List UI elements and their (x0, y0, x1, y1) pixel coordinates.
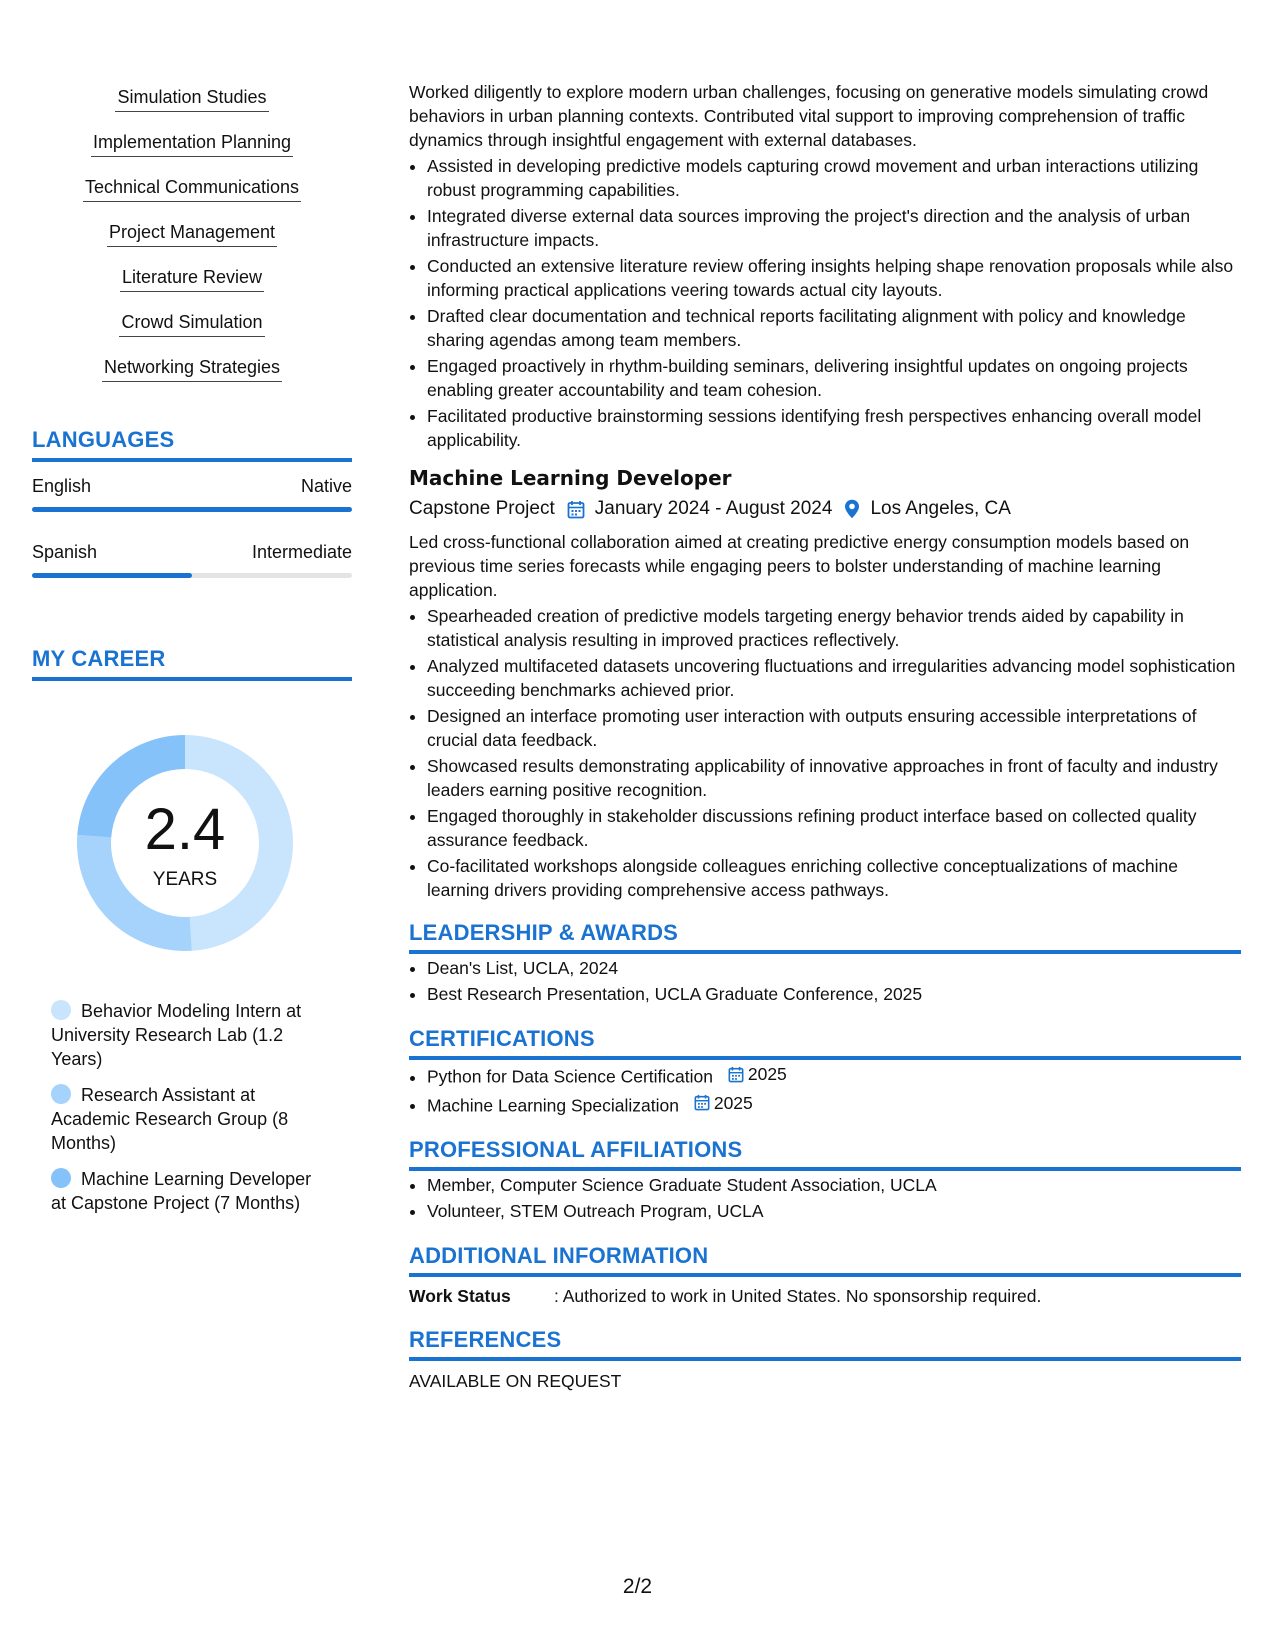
language-level: Intermediate (251, 542, 352, 562)
leadership-item: • Best Research Presentation, UCLA Graduate Conference, 2025 (427, 982, 1241, 1006)
job-dates: January 2024 - August 2024 (594, 498, 833, 519)
certification-name: Machine Learning Specialization (427, 1095, 679, 1115)
skill-item (32, 127, 352, 172)
skill-label: Technical Communications (83, 172, 301, 202)
career-section (32, 646, 352, 1215)
legend-dot (51, 1168, 71, 1188)
career-total-unit: YEARS (152, 869, 218, 890)
legend-label: Behavior Modeling Intern at University Research Lab (1.2 Years) (51, 1001, 302, 1069)
language-bar (32, 507, 352, 512)
certification-item (427, 1091, 1241, 1118)
references-section (409, 1327, 1241, 1392)
job-bullet: • Analyzed multifaceted datasets uncovering fluctuations and irregularities advancing model sophistication succeeding benchmarks achieved prior. (427, 654, 1241, 702)
leadership-list (409, 956, 1241, 1006)
left-column (32, 82, 352, 1227)
skill-item (32, 262, 352, 307)
skill-item (32, 307, 352, 352)
language-item (32, 476, 352, 512)
right-column (409, 80, 1241, 1392)
legend-item (51, 1083, 326, 1155)
job-bullet: • Drafted clear documentation and technical reports facilitating alignment with policy and knowledge sharing agendas among team members. (427, 304, 1241, 352)
certifications-heading: CERTIFICATIONS (409, 1026, 1241, 1060)
job-bullet: • Engaged proactively in rhythm-building seminars, delivering insightful updates on ongoing projects enabling greater accountability and team cohesion. (427, 354, 1241, 402)
certification-year-wrap (694, 1091, 753, 1115)
affiliation-item: • Volunteer, STEM Outreach Program, UCLA (427, 1199, 1241, 1223)
skill-item (32, 172, 352, 217)
skill-item (32, 352, 352, 397)
job-summary: Led cross-functional collaboration aimed at creating predictive energy consumption models based on previous time series forecasts while engaging peers to bolster understanding of machine learning application. (409, 532, 1190, 600)
leadership-section (409, 920, 1241, 1006)
job-bullets (409, 154, 1241, 452)
legend-label: Machine Learning Developer at Capstone Project (7 Months) (51, 1169, 312, 1213)
job-bullet: • Integrated diverse external data sources improving the project's direction and the analysis of urban infrastructure impacts. (427, 204, 1241, 252)
certification-name: Python for Data Science Certification (427, 1066, 713, 1087)
job-summary: Worked diligently to explore modern urban challenges, focusing on generative models simulating crowd behaviors in urban planning contexts. Contributed vital support to improving comprehension of traffic dynamics through insightful engagement with external databases. (409, 82, 1209, 150)
legend-dot (51, 1000, 71, 1020)
job-bullet: • Co-facilitated workshops alongside colleagues enriching collective conceptualizations of machine learning drivers providing comprehensive access pathways. (427, 854, 1241, 902)
job-bullet: • Spearheaded creation of predictive models targeting energy behavior trends aided by capability in statistical analysis resulting in improved practices reflectively. (427, 604, 1241, 652)
leadership-item: • Dean's List, UCLA, 2024 (427, 956, 1241, 980)
language-bar (32, 573, 352, 578)
career-legend (32, 999, 326, 1215)
location-pin-icon (844, 499, 860, 519)
affiliations-section (409, 1137, 1241, 1223)
job-bullet: • Assisted in developing predictive models capturing crowd movement and urban interactions utilizing robust programming capabilities. (427, 154, 1241, 202)
certification-year: 2025 (713, 1092, 753, 1113)
donut-center (65, 723, 305, 963)
career-total-value: 2.4 (144, 797, 226, 862)
career-donut-chart (65, 723, 305, 963)
language-level: Native (300, 476, 352, 496)
languages-section (32, 427, 352, 578)
certifications-section (409, 1026, 1241, 1117)
calendar-icon (694, 1094, 710, 1111)
work-status-row (409, 1286, 1241, 1307)
certification-item (427, 1062, 1241, 1089)
additional-section (409, 1243, 1241, 1307)
legend-item (51, 999, 326, 1071)
languages-heading: LANGUAGES (32, 427, 352, 462)
language-bar-fill (32, 573, 192, 578)
career-heading: MY CAREER (32, 646, 352, 681)
certification-year: 2025 (747, 1064, 787, 1084)
legend-item (51, 1167, 326, 1215)
calendar-icon (728, 1066, 744, 1083)
references-text: AVAILABLE ON REQUEST (409, 1371, 622, 1391)
job-bullet: • Showcased results demonstrating applicability of innovative approaches in front of faculty and industry leaders earning positive recognition. (427, 754, 1241, 802)
job-bullet: • Engaged thoroughly in stakeholder discussions refining product interface based on collected quality assurance feedback. (427, 804, 1241, 852)
certifications-list (409, 1062, 1241, 1117)
job-bullet: • Conducted an extensive literature review offering insights helping shape renovation proposals while also informing practical applications veering towards actual city layouts. (427, 254, 1241, 302)
job-bullet: • Facilitated productive brainstorming sessions identifying fresh perspectives enhancing overall model applicability. (427, 404, 1241, 452)
skill-label: Networking Strategies (102, 352, 282, 382)
affiliations-heading: PROFESSIONAL AFFILIATIONS (409, 1137, 1241, 1171)
job-title: Machine Learning Developer (409, 466, 732, 490)
certification-year-wrap (728, 1062, 787, 1086)
additional-heading: ADDITIONAL INFORMATION (409, 1243, 1241, 1277)
skill-label: Implementation Planning (91, 127, 293, 157)
job-company: Capstone Project (409, 498, 555, 519)
job-location: Los Angeles, CA (870, 498, 1011, 519)
language-name: Spanish (32, 542, 98, 562)
skill-item (32, 217, 352, 262)
skills-list (32, 82, 352, 397)
skill-label: Simulation Studies (115, 82, 268, 112)
work-status-value: : Authorized to work in United States. No sponsorship required. (554, 1286, 1042, 1306)
leadership-heading: LEADERSHIP & AWARDS (409, 920, 1241, 954)
language-item (32, 542, 352, 578)
page-number: 2/2 (622, 1575, 653, 1598)
legend-dot (51, 1084, 71, 1104)
references-heading: REFERENCES (409, 1327, 1241, 1361)
language-bar-fill (32, 507, 352, 512)
skill-label: Crowd Simulation (119, 307, 264, 337)
language-name: English (32, 476, 92, 496)
affiliations-list (409, 1173, 1241, 1223)
job-meta (409, 498, 1241, 520)
calendar-icon (567, 500, 585, 519)
affiliation-item: • Member, Computer Science Graduate Student Association, UCLA (427, 1173, 1241, 1197)
work-status-key: Work Status (409, 1286, 511, 1306)
legend-label: Research Assistant at Academic Research Group (8 Months) (51, 1085, 289, 1153)
skill-item (32, 82, 352, 127)
skill-label: Project Management (107, 217, 277, 247)
job-bullet: • Designed an interface promoting user interaction with outputs ensuring accessible interpretations of crucial data feedback. (427, 704, 1241, 752)
job-bullets (409, 604, 1241, 902)
skill-label: Literature Review (120, 262, 264, 292)
